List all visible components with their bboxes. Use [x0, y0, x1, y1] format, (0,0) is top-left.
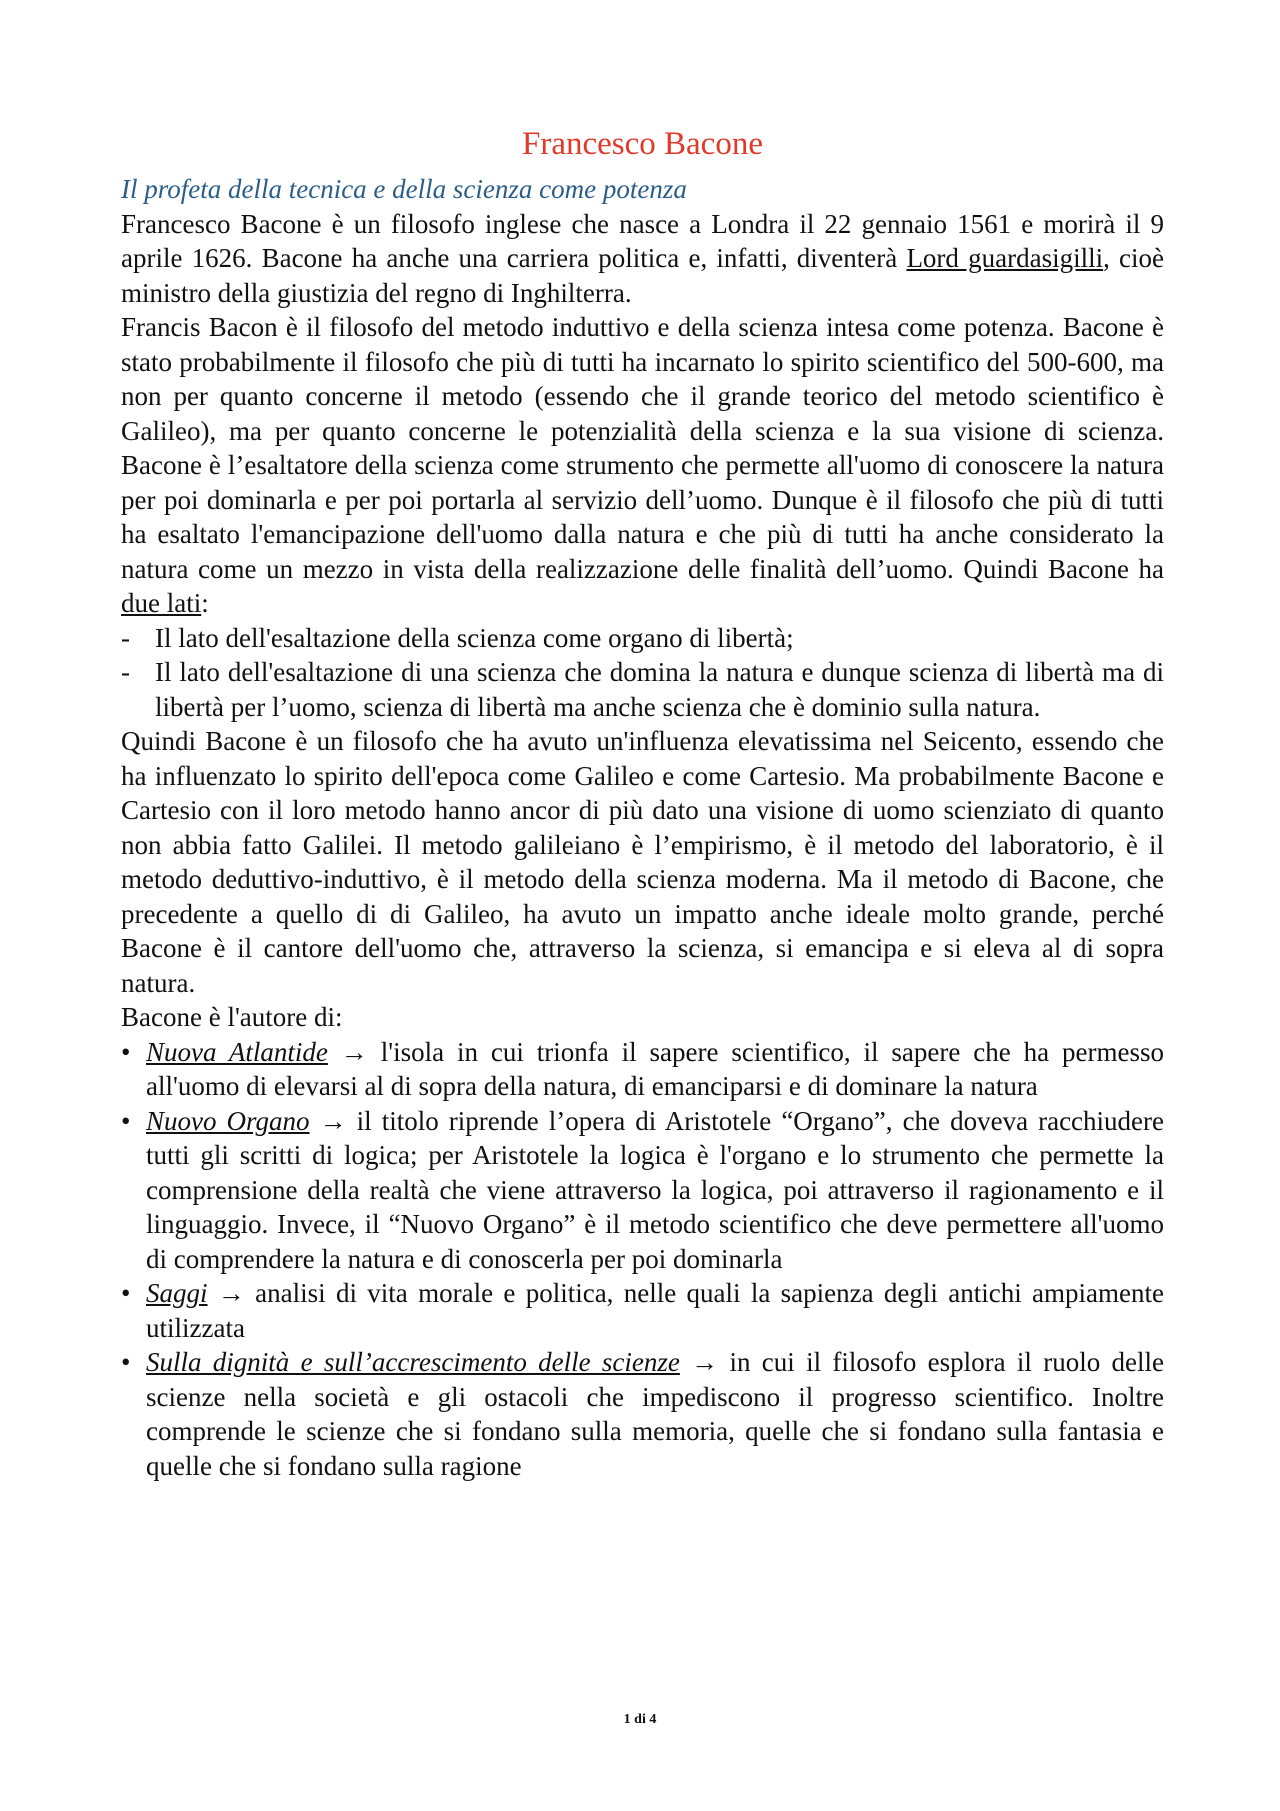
- work-title: Nuova Atlantide: [146, 1036, 328, 1067]
- list-item-text: Il lato dell'esaltazione della scienza come organo di libertà;: [155, 622, 794, 653]
- dash-list: [121, 621, 1164, 725]
- work-description: → l'isola in cui trionfa il sapere scientifico, il sapere che ha permesso all'uomo di elevarsi al di sopra della natura, di emanciparsi e di dominare la natura: [146, 1036, 1164, 1101]
- bullet-marker: •: [121, 1278, 131, 1308]
- document-title: Francesco Bacone: [522, 126, 763, 162]
- work-title: Sulla dignità e sull’accrescimento delle scienze: [146, 1347, 680, 1377]
- paragraph-intro: [121, 207, 1164, 311]
- paragraph-francis-bacon: [121, 310, 1164, 621]
- list-item: [121, 1345, 1164, 1483]
- work-entry: [146, 1345, 1164, 1483]
- paragraph-intro-tail: , cioè ministro della giustizia del regno di Inghilterra.: [121, 243, 1164, 308]
- list-item: [121, 655, 1164, 724]
- list-item: [121, 1035, 1164, 1104]
- document-subtitle: Il profeta della tecnica e della scienza come potenza: [121, 174, 687, 204]
- dash-marker: -: [121, 622, 130, 653]
- term-due-lati: due lati: [121, 588, 202, 618]
- list-item: [121, 1104, 1164, 1277]
- paragraph-francis-bacon-text: Francis Bacon è il filosofo del metodo induttivo e della scienza intesa come potenza. Bacone è stato probabilmente il filosofo che più di tutti ha incarnato lo spirito scientifico del 500-600, ma non per quanto concerne il metodo (essendo che il grande teorico del metodo scientifico è Galileo), ma per quanto concerne le potenzialità della scienza e la sua visione di scienza. Bacone è l’esaltatore della scienza come strumento che permette all'uomo di conoscere la natura per poi dominarla e per poi portarla al servizio dell’uomo. Dunque è il filosofo che più di tutti ha esaltato l'emancipazione dell'uomo dalla natura e che più di tutti ha anche considerato la natura come un mezzo in vista della realizzazione delle finalità dell’uomo. Quindi Bacone ha: [121, 312, 1164, 584]
- work-description: → in cui il filosofo esplora il ruolo delle scienze nella società e gli ostacoli che impediscono il progresso scientifico. Inoltre comprende le scienze che si fondano sulla memoria, quelle che si fondano sulla fantasia e quelle che si fondano sulla ragione: [146, 1347, 1164, 1481]
- bullet-marker: •: [121, 1347, 131, 1377]
- work-title: Saggi: [146, 1278, 208, 1308]
- list-item: [121, 621, 1164, 656]
- term-lord-guardasigilli: Lord guardasigilli: [906, 243, 1104, 273]
- work-description: → analisi di vita morale e politica, nelle quali la sapienza degli antichi ampiamente utilizzata: [146, 1278, 1164, 1343]
- dash-marker: -: [121, 657, 130, 687]
- bullet-marker: •: [121, 1036, 131, 1067]
- paragraph-influenza: Quindi Bacone è un filosofo che ha avuto un'influenza elevatissima nel Seicento, essendo che ha influenzato lo spirito dell'epoca come Galileo e come Cartesio. Ma probabilmente Bacone e Cartesio con il loro metodo hanno ancor di più dato una visione di uomo scienziato di quanto non abbia fatto Galilei. Il metodo galileiano è l’empirismo, è il metodo del laboratorio, è il metodo deduttivo-induttivo, è il metodo della scienza moderna. Ma il metodo di Bacone, che precedente a quello di di Galileo, ha avuto un impatto anche ideale molto grande, perché Bacone è il cantore dell'uomo che, attraverso la scienza, si emancipa e si eleva al di sopra natura.: [121, 726, 1164, 998]
- paragraph-autore: Bacone è l'autore di:: [121, 1002, 343, 1032]
- page-number: 1 di 4: [623, 1712, 657, 1727]
- work-entry: [146, 1035, 1164, 1104]
- list-item: [121, 1276, 1164, 1345]
- work-description: → il titolo riprende l’opera di Aristotele “Organo”, che doveva racchiudere tutti gli scritti di logica; per Aristotele la logica è l'organo e lo strumento che permette la comprensione della realtà che viene attraverso la logica, poi attraverso il ragionamento e il linguaggio. Invece, il “Nuovo Organo” è il metodo scientifico che deve permettere all'uomo di comprendere la natura e di conoscerla per poi dominarla: [146, 1105, 1164, 1274]
- work-entry: [146, 1104, 1164, 1277]
- paragraph-francis-bacon-tail: :: [201, 588, 209, 618]
- paragraph-intro-text: Francesco Bacone è un filosofo inglese che nasce a Londra il 22 gennaio 1561 e morirà il 9 aprile 1626. Bacone ha anche una carriera politica e, infatti, diventerà: [121, 208, 1164, 273]
- work-entry: [146, 1276, 1164, 1345]
- work-title: Nuovo Organo: [146, 1105, 310, 1136]
- list-item-text: Il lato dell'esaltazione di una scienza che domina la natura e dunque scienza di libertà ma di libertà per l’uomo, scienza di libertà ma anche scienza che è dominio sulla natura.: [155, 657, 1164, 722]
- bullet-marker: •: [121, 1105, 131, 1136]
- works-list: [121, 1035, 1164, 1484]
